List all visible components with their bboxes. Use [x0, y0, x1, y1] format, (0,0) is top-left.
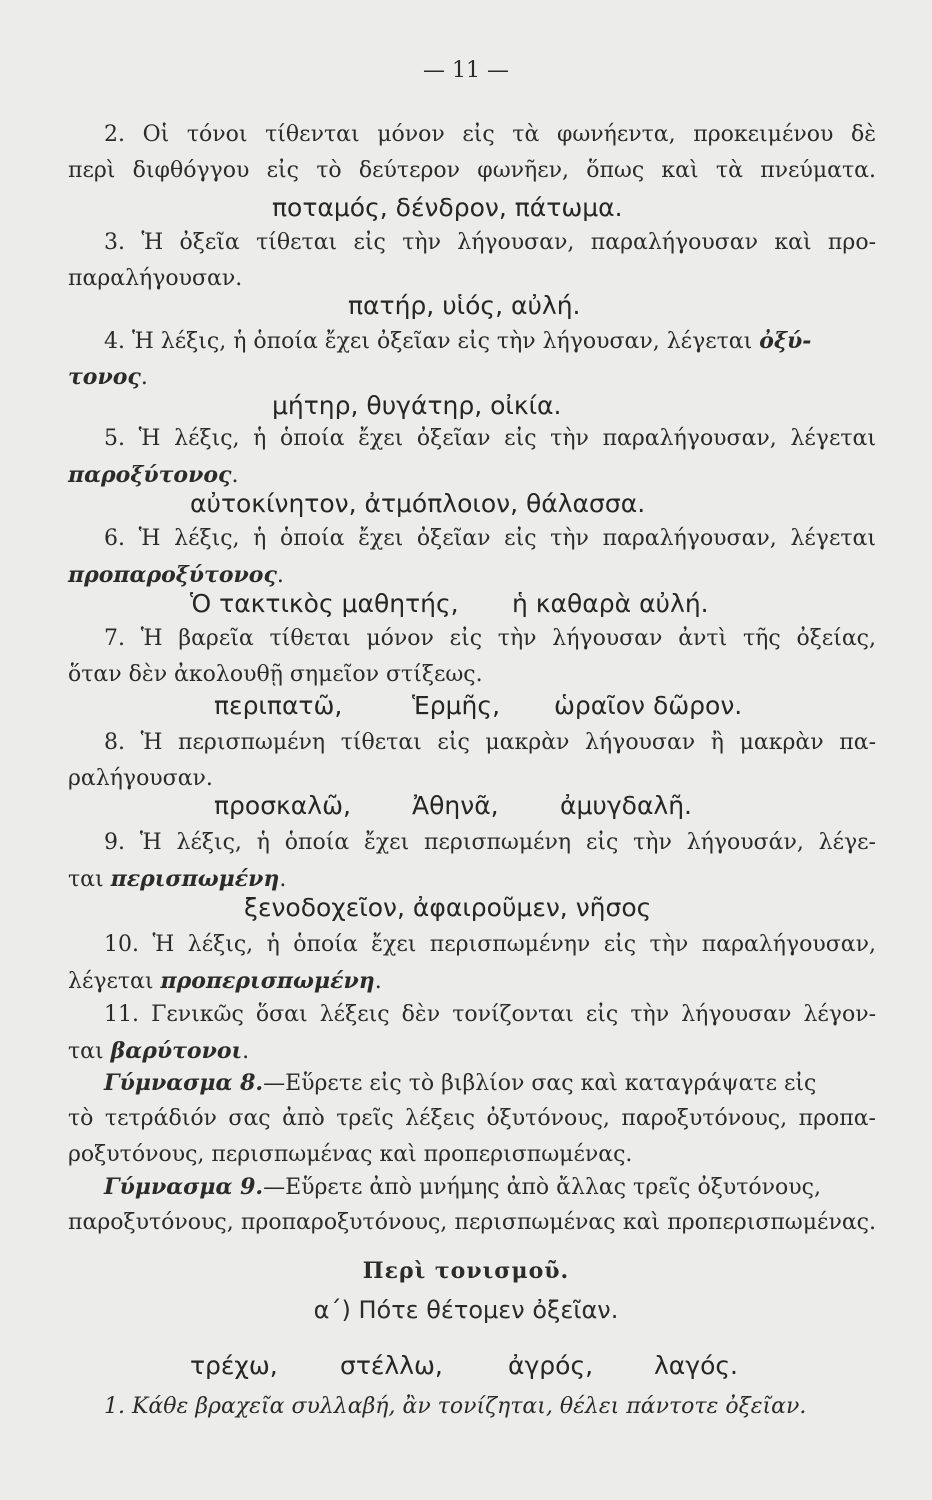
- rule-2-example: ποταμός, δένδρον, πάτωμα.: [272, 193, 623, 222]
- rule-7-line-1: 7. Ἡ βαρεῖα τίθεται μόνον εἰς τὴν λήγουσαν ἀντὶ τῆς ὀξείας,: [104, 626, 876, 651]
- rule-8-example-b: Ἀθηνᾶ,: [412, 791, 499, 820]
- exercise-8-label: Γύμνασμα 8.: [104, 1070, 264, 1096]
- term-oxytonos-part1: ὀξύ-: [759, 328, 812, 354]
- term-proparoxytonos: προπαροξύτονος: [68, 562, 277, 588]
- section-example-c: ἀγρός,: [508, 1351, 594, 1380]
- rule-6-example-a: Ὁ τακτικὸς μαθητής,: [190, 589, 459, 618]
- rule-6-period: .: [276, 563, 284, 588]
- section-subtitle: α΄) Πότε θέτομεν ὀξεῖαν.: [313, 1296, 619, 1324]
- exercise-9-label: Γύμνασμα 9.: [104, 1174, 264, 1200]
- exercise-8-text: —Εὕρετε εἰς τὸ βιβλίον σας καὶ καταγράψατε εἰς: [263, 1071, 817, 1096]
- rule-7-example-c: ὡραῖον δῶρον.: [554, 691, 743, 720]
- rule-6-line-2: [68, 560, 876, 591]
- rule-2-line-2: περὶ διφθόγγου εἰς τὸ δεύτερον φωνῆεν, ὅπως καὶ τὰ πνεύματα.: [68, 158, 876, 183]
- term-perispomeni: περισπωμένη: [110, 866, 280, 892]
- term-paroxytonos: παροξύτονος: [68, 462, 232, 488]
- rule-9-example: ξενοδοχεῖον, ἀφαιροῦμεν, νῆσος: [244, 893, 652, 922]
- section-title: Περὶ τονισμοῦ.: [362, 1258, 570, 1284]
- exercise-9-text: —Εὕρετε ἀπὸ μνήμης ἀπὸ ἄλλας τρεῖς ὀξυτόνους,: [263, 1175, 821, 1200]
- section-example-d: λαγός.: [654, 1351, 738, 1380]
- rule-10-period: .: [374, 969, 382, 994]
- term-barytonoi: βαρύτονοι: [110, 1038, 243, 1064]
- rule-4-period: .: [140, 365, 148, 390]
- exercise-8-line-3: ροξυτόνους, περισπωμένας καὶ προπερισπωμένας.: [68, 1142, 633, 1167]
- rule-5-line-1: 5. Ἡ λέξις, ἡ ὁποία ἔχει ὀξεῖαν εἰς τὴν παραλήγουσαν, λέγεται: [104, 426, 876, 451]
- section-example-a: τρέχω,: [190, 1351, 278, 1380]
- rule-10-line-2-start: λέγεται: [68, 969, 161, 994]
- rule-9-line-1: 9. Ἡ λέξις, ἡ ὁποία ἔχει περισπωμένη εἰς τὴν λήγουσάν, λέγε-: [104, 830, 876, 855]
- page-number: — 11 —: [423, 58, 509, 83]
- rule-9-line-2-start: ται: [68, 867, 111, 892]
- exercise-9-line-2: παροξυτόνους, προπαροξυτόνους, περισπωμένας καὶ προπερισπωμένας.: [68, 1210, 876, 1235]
- rule-9-period: .: [279, 867, 287, 892]
- rule-4-line-2: [68, 362, 876, 393]
- rule-5-period: .: [231, 463, 239, 488]
- rule-5-example: αὐτοκίνητον, ἀτμόπλοιον, θάλασσα.: [190, 489, 646, 518]
- term-properispomeni: προπερισπωμένη: [160, 968, 375, 994]
- rule-3-line-1: 3. Ἡ ὀξεῖα τίθεται εἰς τὴν λήγουσαν, παραλήγουσαν καὶ προ-: [104, 230, 876, 255]
- rule-7-example-a: περιπατῶ,: [214, 691, 343, 720]
- section-example-b: στέλλω,: [340, 1351, 443, 1380]
- exercise-8-line-1: [104, 1068, 876, 1099]
- rule-11-line-2: [68, 1036, 876, 1067]
- rule-4-text: 4. Ἡ λέξις, ἡ ὁποία ἔχει ὀξεῖαν εἰς τὴν λήγουσαν, λέγεται: [104, 329, 760, 354]
- rule-8-example-c: ἀμυγδαλῆ.: [560, 791, 693, 820]
- rule-7-example-b: Ἑρμῆς,: [412, 691, 501, 720]
- rule-8-example-a: προσκαλῶ,: [214, 791, 351, 820]
- rule-9-line-2: [68, 864, 876, 895]
- rule-6-line-1: 6. Ἡ λέξις, ἡ ὁποία ἔχει ὀξεῖαν εἰς τὴν παραλήγουσαν, λέγεται: [104, 526, 876, 551]
- rule-7-line-2: ὅταν δὲν ἀκολουθῇ σημεῖον στίξεως.: [68, 662, 483, 687]
- section-rule-1: 1. Κάθε βραχεῖα συλλαβή, ἂν τονίζηται, θέλει πάντοτε ὀξεῖαν.: [104, 1394, 807, 1419]
- rule-11-line-2-start: ται: [68, 1039, 111, 1064]
- rule-10-line-1: 10. Ἡ λέξις, ἡ ὁποία ἔχει περισπωμένην εἰς τὴν παραλήγουσαν,: [104, 932, 876, 957]
- rule-10-line-2: [68, 966, 876, 997]
- rule-3-line-2: παραλήγουσαν.: [68, 266, 243, 291]
- rule-6-example-b: ἡ καθαρὰ αὐλή.: [512, 589, 709, 618]
- term-oxytonos-part2: τονος: [68, 364, 141, 390]
- rule-11-period: .: [242, 1039, 250, 1064]
- rule-8-line-1: 8. Ἡ περισπωμένη τίθεται εἰς μακρὰν λήγουσαν ἢ μακρὰν πα-: [104, 730, 876, 755]
- exercise-8-line-2: τὸ τετράδιόν σας ἀπὸ τρεῖς λέξεις ὀξυτόνους, παροξυτόνους, προπα-: [68, 1106, 876, 1131]
- exercise-9-line-1: [104, 1172, 876, 1203]
- rule-4-line-1: [104, 326, 876, 357]
- rule-5-line-2: [68, 460, 876, 491]
- rule-11-line-1: 11. Γενικῶς ὅσαι λέξεις δὲν τονίζονται εἰς τὴν λήγουσαν λέγον-: [104, 1002, 876, 1027]
- rule-2-line-1: 2. Οἱ τόνοι τίθενται μόνον εἰς τὰ φωνήεντα, προκειμένου δὲ: [104, 122, 876, 147]
- rule-8-line-2: ραλήγουσαν.: [68, 766, 213, 791]
- rule-3-example: πατήρ, υἱός, αὐλή.: [348, 291, 581, 320]
- rule-4-example: μήτηρ, θυγάτηρ, οἰκία.: [272, 391, 562, 420]
